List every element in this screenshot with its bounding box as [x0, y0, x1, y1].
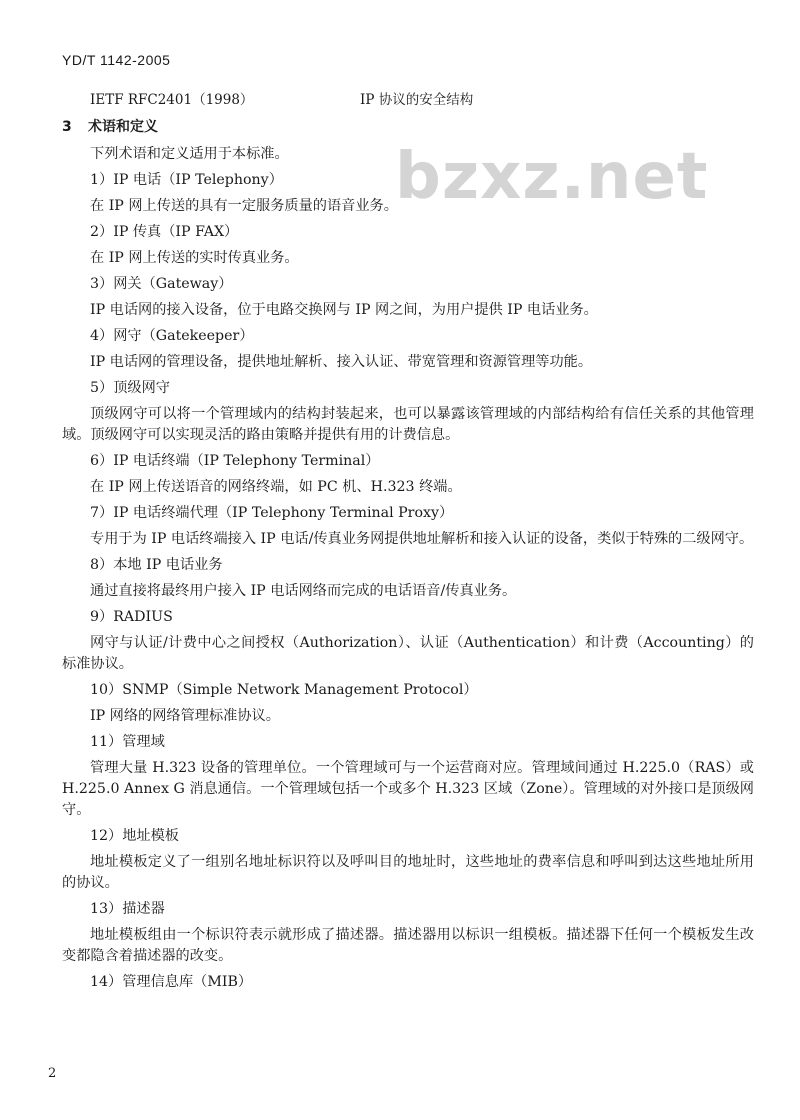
intro-paragraph: 下列术语和定义适用于本标准。 [90, 146, 289, 162]
section-heading [62, 116, 158, 136]
term-definition: IP 电话网的管理设备，提供地址解析、接入认证、带宽管理和资源管理等功能。 [90, 354, 593, 370]
term-heading: 1）IP 电话（IP Telephony） [90, 172, 283, 188]
term-heading: 12）地址模板 [90, 828, 179, 844]
term-definition: 通过直接将最终用户接入 IP 电话网络而完成的电话语音/传真业务。 [90, 583, 517, 599]
term-heading: 3）网关（Gateway） [90, 276, 233, 292]
term-definition: 地址模板定义了一组别名地址标识符以及呼叫目的地址时，这些地址的费率信息和呼叫到达这些地址所用的协议。 [62, 854, 754, 891]
section-number: 3 [62, 119, 72, 135]
term-definition: 在 IP 网上传送的具有一定服务质量的语音业务。 [90, 198, 398, 214]
page-number: 2 [48, 1066, 57, 1081]
term-definition: 顶级网守可以将一个管理域内的结构封装起来，也可以暴露该管理域的内部结构给有信任关系的其他管理域。顶级网守可以实现灵活的路由策略并提供有用的计费信息。 [62, 406, 754, 443]
term-heading: 13）描述器 [90, 901, 165, 917]
term-definition: IP 电话网的接入设备，位于电路交换网与 IP 网之间，为用户提供 IP 电话业务。 [90, 302, 598, 318]
reference-code: IETF RFC2401（1998） [90, 92, 254, 108]
term-heading: 10）SNMP（Simple Network Management Protocol） [90, 682, 478, 698]
section-title: 术语和定义 [88, 119, 158, 135]
term-heading: 7）IP 电话终端代理（IP Telephony Terminal Proxy） [90, 505, 454, 521]
term-heading: 2）IP 传真（IP FAX） [90, 224, 239, 240]
reference-title: IP 协议的安全结构 [360, 92, 474, 108]
term-heading: 8）本地 IP 电话业务 [90, 557, 223, 573]
watermark: bzxz.net [395, 140, 709, 214]
term-definition: 地址模板组由一个标识符表示就形成了描述器。描述器用以标识一组模板。描述器下任何一个模板发生改变都隐含着描述器的改变。 [62, 927, 754, 964]
term-definition: 网守与认证/计费中心之间授权（Authorization）、认证（Authentication）和计费（Accounting）的标准协议。 [62, 635, 754, 672]
standard-code: YD/T 1142-2005 [62, 52, 171, 68]
term-definition: 在 IP 网上传送语音的网络终端，如 PC 机、H.323 终端。 [90, 479, 462, 495]
section-body [62, 144, 754, 998]
term-heading: 4）网守（Gatekeeper） [90, 328, 254, 344]
term-heading: 5）顶级网守 [90, 380, 170, 396]
term-definition: IP 网络的网络管理标准协议。 [90, 708, 280, 724]
term-heading: 11）管理域 [90, 734, 165, 750]
term-heading: 6）IP 电话终端（IP Telephony Terminal） [90, 453, 380, 469]
term-definition: 管理大量 H.323 设备的管理单位。一个管理域可与一个运营商对应。管理域间通过 H.225.0（RAS）或 H.225.0 Annex G 消息通信。一个管理域包括一个或多个 H.323 区域（Zone）。管理域的对外接口是顶级网守。 [62, 760, 754, 818]
term-heading: 14）管理信息库（MIB） [90, 974, 253, 990]
term-definition: 专用于为 IP 电话终端接入 IP 电话/传真业务网提供地址解析和接入认证的设备，类似于特殊的二级网守。 [90, 531, 754, 547]
term-heading: 9）RADIUS [90, 609, 173, 625]
term-definition: 在 IP 网上传送的实时传真业务。 [90, 250, 299, 266]
